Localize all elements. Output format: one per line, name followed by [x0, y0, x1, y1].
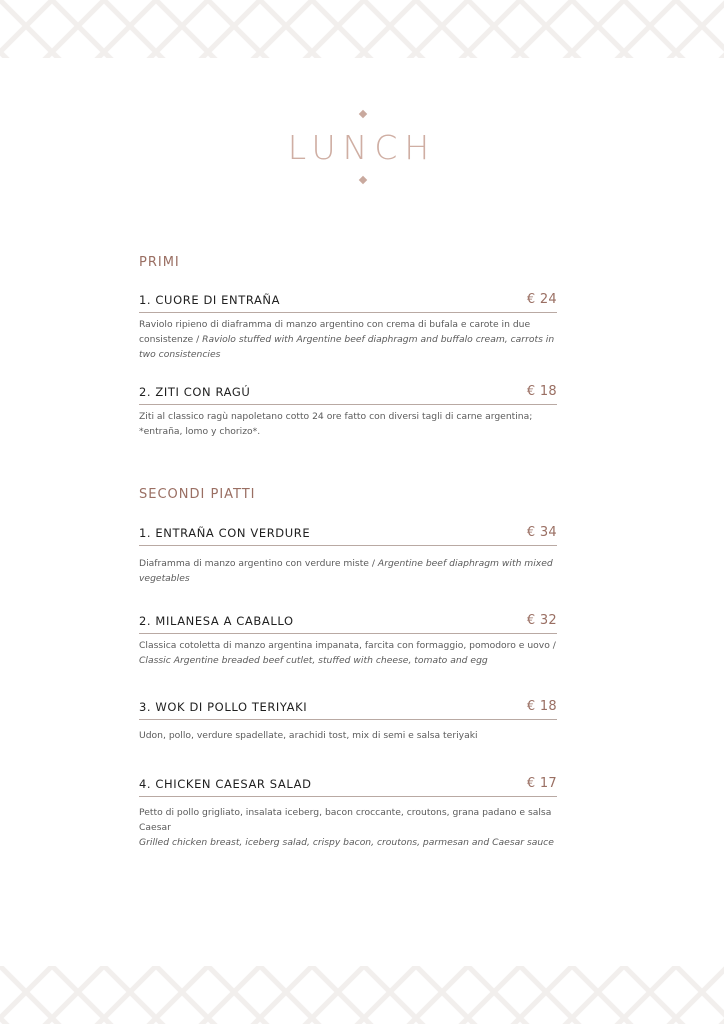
description-italian: Classica cotoletta di manzo argentina impanata, farcita con formaggio, pomodoro e uovo / [139, 640, 556, 651]
menu-item-price: € 18 [526, 384, 557, 399]
menu-item-header [139, 613, 557, 634]
decorative-pattern-bottom [0, 966, 724, 1024]
menu-item-description [139, 317, 557, 362]
description-english: Grilled chicken breast, iceberg salad, crispy bacon, croutons, parmesan and Caesar sauce [139, 837, 554, 848]
description-italian: Ziti al classico ragù napoletano cotto 24 ore fatto con diversi tagli di carne argentina; *entraña, lomo y chorizo*. [139, 411, 533, 437]
menu-item-description [139, 409, 557, 439]
description-italian: Raviolo ripieno di diaframma di manzo argentino con crema di bufala e carote in due consistenze / [139, 319, 531, 345]
description-italian: Diaframma di manzo argentino con verdure miste / [139, 558, 378, 569]
menu-item-price: € 32 [526, 613, 557, 628]
menu-item-header [139, 384, 557, 405]
description-english: Argentine beef diaphragm with mixed vegetables [139, 558, 553, 584]
description-italian: Petto di pollo grigliato, insalata iceberg, bacon croccante, croutons, grana padano e salsa Caesar [139, 807, 552, 833]
section-heading-primi: PRIMI [139, 255, 180, 270]
menu-item-price: € 17 [526, 776, 557, 791]
menu-item-description [139, 556, 557, 586]
menu-item-name: 2. MILANESA A CABALLO [139, 614, 294, 628]
menu-item-price: € 24 [526, 292, 557, 307]
menu-item-description [139, 728, 557, 743]
decorative-pattern-top [0, 0, 724, 58]
section-heading-secondi-piatti: SECONDI PIATTI [139, 487, 256, 502]
menu-item-price: € 34 [526, 525, 557, 540]
menu-item-header [139, 525, 557, 546]
description-english: Raviolo stuffed with Argentine beef diaphragm and buffalo cream, carrots in two consistencies [139, 334, 555, 360]
page-title: LUNCH [287, 128, 437, 167]
menu-item-description [139, 805, 579, 850]
menu-item-description [139, 638, 557, 668]
description-italian: Udon, pollo, verdure spadellate, arachidi tost, mix di semi e salsa teriyaki [139, 730, 478, 741]
menu-item [139, 613, 557, 668]
menu-item-header [139, 699, 557, 720]
menu-item-name: 1. ENTRAÑA CON VERDURE [139, 526, 311, 540]
menu-item-header [139, 776, 557, 797]
menu-item [139, 776, 557, 850]
menu-item-name: 1. CUORE DI ENTRAÑA [139, 293, 281, 307]
menu-item [139, 525, 557, 586]
menu-item-header [139, 292, 557, 313]
menu-item-name: 3. WOK DI POLLO TERIYAKI [139, 700, 308, 714]
diamond-ornament-bottom-icon [359, 176, 367, 184]
diamond-ornament-top-icon [359, 110, 367, 118]
menu-item-name: 4. CHICKEN CAESAR SALAD [139, 777, 312, 791]
menu-item [139, 699, 557, 743]
menu-item-price: € 18 [526, 699, 557, 714]
menu-item [139, 292, 557, 362]
menu-item [139, 384, 557, 439]
menu-item-name: 2. ZITI CON RAGÚ [139, 385, 251, 399]
description-english: Classic Argentine breaded beef cutlet, stuffed with cheese, tomato and egg [139, 655, 488, 666]
